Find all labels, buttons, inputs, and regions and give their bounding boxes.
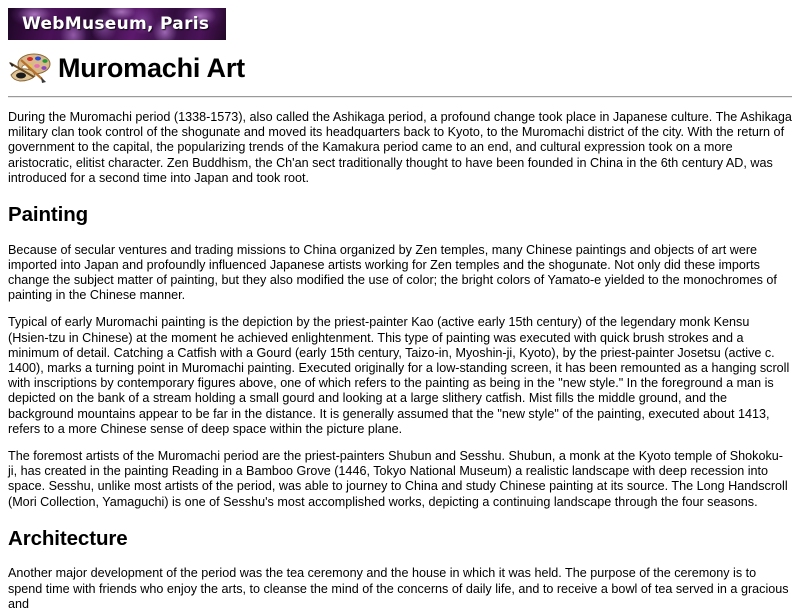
section-heading-painting: Painting bbox=[8, 203, 89, 227]
painting-paragraph-2: Typical of early Muromachi painting is the depiction by the priest-painter Kao (active early 15th century) of the legendary monk Kensu (Hsien-tzu in Chinese) at the moment he achieved enlightenment. This type of painting was executed with quick brush strokes and a minimum of detail. Catching a Catfish with a Gourd (early 15th century, Taizo-in, Myoshin-ji, Kyoto), by the priest-painter Josetsu (active c. 1400), marks a turning point in Muromachi painting. Executed originally for a low-standing screen, it has been remounted as a hanging scroll with inscriptions by contemporary figures above, one of which refers to the painting as being in the "new style." In the foreground a man is depicted on the bank of a stream holding a small gourd and looking at a large slithery catfish. Mist fills the middle ground, and the background mountains appear to be far in the distance. It is generally assumed that the "new style" of the painting, executed about 1413, refers to a more Chinese sense of deep space within the picture plane. bbox=[8, 315, 790, 436]
architecture-paragraph-1: Another major development of the period was the tea ceremony and the house in which it was held. The purpose of the ceremony is to spend time with friends who enjoy the arts, to cleanse the mind of the concerns of daily life, and to receive a bowl of tea served in a gracious and bbox=[8, 566, 789, 611]
webmuseum-banner[interactable] bbox=[8, 8, 226, 40]
page-title-row bbox=[8, 51, 792, 85]
painting-paragraph-1: Because of secular ventures and trading missions to China organized by Zen temples, many Chinese paintings and objects of art were imported into Japan and profoundly influenced Japanese artists working for Zen temples and the shogunate. Not only did these imports change the subject matter of painting, but they also modified the use of color; the bright colors of Yamato-e yielded to the monochromes of painting in the Chinese manner. bbox=[8, 242, 777, 303]
painting-paragraph-3: The foremost artists of the Muromachi period are the priest-painters Shubun and Sesshu. Shubun, a monk at the Kyoto temple of Shokoku-ji, has created in the painting Reading in a Bamboo Grove (1446, Tokyo National Museum) a realistic landscape with deep recession into space. Sesshu, unlike most artists of the period, was able to journey to China and study Chinese painting at its source. The Long Handscroll (Mori Collection, Yamaguchi) is one of Sesshu's most accomplished works, depicting a continuing landscape through the four seasons. bbox=[8, 448, 788, 509]
section-heading-architecture: Architecture bbox=[8, 526, 128, 550]
intro-paragraph: During the Muromachi period (1338-1573), also called the Ashikaga period, a profound change took place in Japanese culture. The Ashikaga military clan took control of the shogunate and moved its headquarters back to Kyoto, to the Muromachi district of the city. With the return of government to the capital, the popularizing trends of the Kamakura period came to an end, and cultural expression took on a more aristocratic, elitist character. Zen Buddhism, the Ch'an sect traditionally thought to have been founded in China in the 6th century AD, was introduced for a second time into Japan and took root. bbox=[8, 110, 792, 185]
header-divider bbox=[8, 96, 792, 98]
banner-title: WebMuseum, Paris bbox=[22, 14, 210, 34]
page-title: Muromachi Art bbox=[58, 52, 245, 83]
palette-icon bbox=[8, 51, 52, 85]
